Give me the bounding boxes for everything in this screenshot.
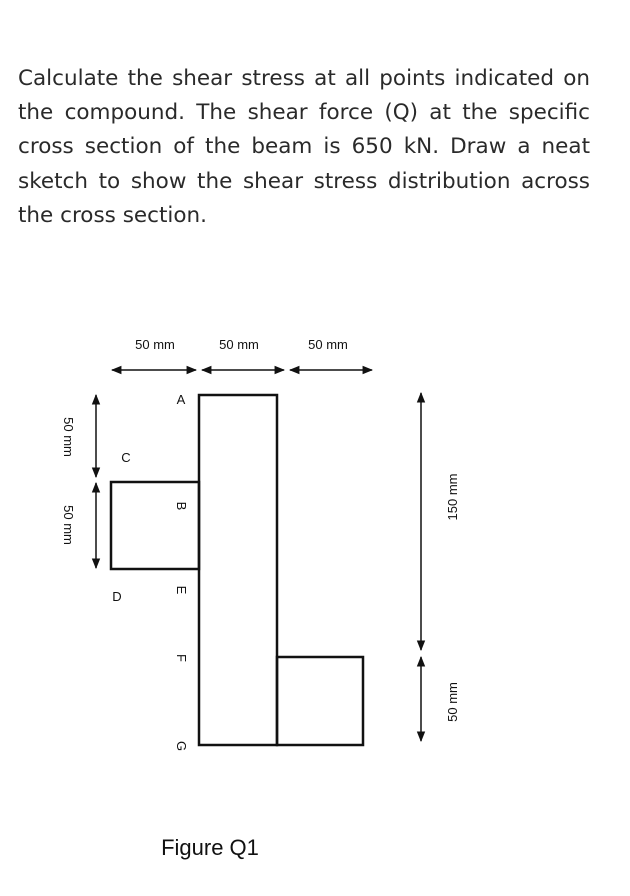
figure-caption: Figure Q1 [161, 835, 259, 860]
left-flange-rectangle [111, 482, 199, 569]
point-label-e: E [174, 585, 189, 595]
dim-label-right-total: 150 mm [445, 473, 460, 521]
right-flange-rectangle [277, 657, 363, 745]
dim-label-left-lower: 50 mm [61, 505, 76, 545]
point-label-d: D [112, 589, 122, 604]
point-label-a: A [176, 392, 186, 407]
point-label-f: F [174, 654, 189, 662]
dim-label-right-bottom: 50 mm [445, 682, 460, 722]
dim-label-left-upper: 50 mm [61, 417, 76, 457]
dim-label-top-middle: 50 mm [219, 337, 259, 352]
web-rectangle [199, 395, 277, 745]
point-label-c: C [121, 450, 131, 465]
point-label-b: B [174, 501, 189, 511]
point-label-g: G [174, 740, 189, 752]
dim-label-top-left: 50 mm [135, 337, 175, 352]
question-text: Calculate the shear stress at all points indicated on the compound. The shear force (Q) at the specific cross section of the beam is 650 kN. Draw a neat sketch to show the shear stress distribution across the cross section. [18, 66, 590, 228]
dim-label-top-right: 50 mm [308, 337, 348, 352]
